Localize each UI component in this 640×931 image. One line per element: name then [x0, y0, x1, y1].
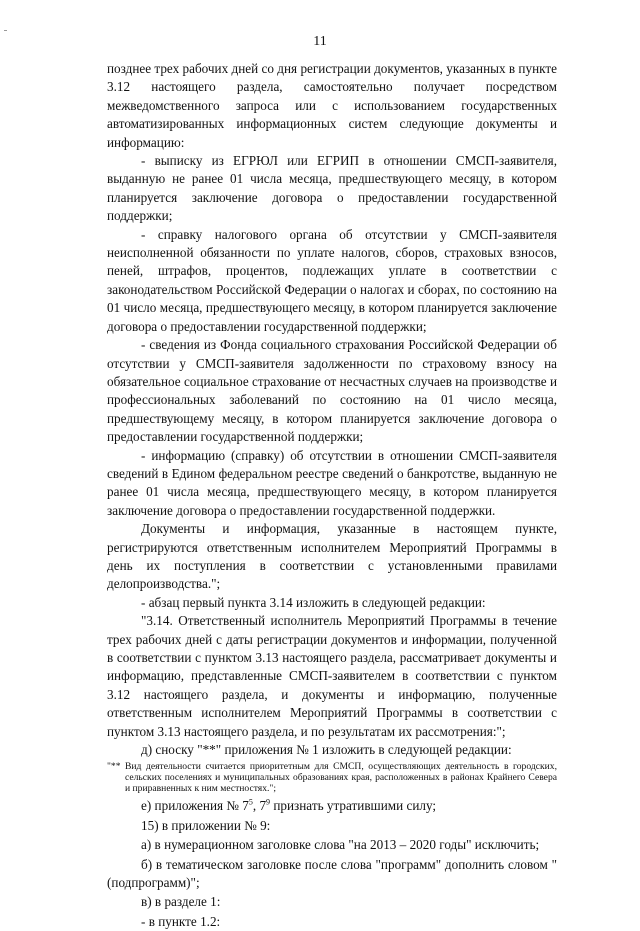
paragraph-3-14-text: "3.14. Ответственный исполнитель Мероприятий Программы в течение трех рабочих дней с даты регистрации документов и информации, полученной в соответствии с пунктом 3.13 настоящего раздела, рассматривает документы и информацию, представленные СМСП-заявителем в соответствии с пунктом 3.12 настоящего раздела, и документы и информацию, полученные ответственным исполнителем Мероприятий Программы в соответствии с пунктом 3.13 настоящего раздела, и по результатам их рассмотрения:"; — [107, 613, 557, 739]
item-e-suffix: признать утратившими силу; — [270, 798, 437, 814]
paragraph-bankruptcy: - информацию (справку) об отсутствии в отношении СМСП-заявителя сведений в Едином федеральном реестре сведений о банкротстве, выданную не ранее 01 числа месяца, предшествующего месяцу, в котором планируется заключение договора о предоставлении государственной поддержки. — [107, 447, 557, 518]
scan-artifact — [4, 30, 7, 31]
document-body — [107, 60, 557, 931]
paragraph-item-b: б) в тематическом заголовке после слова "программ" дополнить словом "(подпрограмм)"; — [107, 856, 557, 891]
item-e-sup-2: 9 — [266, 798, 271, 808]
paragraph-amend-3-14: - абзац первый пункта 3.14 изложить в следующей редакции: — [141, 594, 486, 610]
footnote-mark: "** — [107, 761, 121, 773]
paragraph-footnote-amend: д) сноску "**" приложения № 1 изложить в следующей редакции: — [141, 742, 512, 758]
footnote-text: Вид деятельности считается приоритетным для СМСП, осуществляющих деятельность в городских, сельских поселениях и муниципальных образованиях края, расположенных в районах Крайнего Севера и приравненных к ним местностях."; — [125, 761, 557, 795]
item-e-prefix: е) приложения № 7 — [141, 798, 249, 814]
paragraph-tax-certificate: - справку налогового органа об отсутствии у СМСП-заявителя неисполненной обязанности по уплате налогов, сборов, страховых взносов, пеней, штрафов, процентов, подлежащих уплате в соответствии с законодательством Российской Федерации о налогах и сборах, по состоянию на 01 число месяца, предшествующего месяцу, в котором планируется заключение договора о предоставлении государственной поддержки; — [107, 226, 557, 334]
paragraph-intro: позднее трех рабочих дней со дня регистрации документов, указанных в пункте 3.12 настоящего раздела, самостоятельно получает посредством межведомственного запроса или с использованием государственных автоматизированных информационных систем следующие документы и информацию: — [107, 61, 557, 150]
paragraph-social-insurance: - сведения из Фонда социального страхования Российской Федерации об отсутствии у СМСП-заявителя задолженности по страховому взносу на обязательное социальное страхование от несчастных случаев на производстве и профессиональных заболеваний по состоянию на 01 число месяца, предшествующему месяцу, в котором планируется заключение договора о предоставлении государственной поддержки; — [107, 337, 557, 445]
paragraph-item-15: 15) в приложении № 9: — [141, 817, 271, 833]
paragraph-item-e — [107, 797, 557, 815]
page-number: 11 — [313, 34, 327, 49]
paragraph-item-v: в) в разделе 1: — [141, 894, 221, 910]
paragraph-egrul: - выписку из ЕГРЮЛ или ЕГРИП в отношении СМСП-заявителя, выданную не ранее 01 числа месяца, предшествующего месяцу, в котором планируется заключение договора о предоставлении государственной поддержки; — [107, 153, 557, 224]
paragraph-point-1-2: - в пункте 1.2: — [141, 913, 221, 929]
paragraph-registration: Документы и информация, указанные в настоящем пункте, регистрируются ответственным исполнителем Мероприятий Программы в день их поступления в соответствии с установленными правилами делопроизводства."; — [107, 521, 557, 592]
paragraph-item-a: а) в нумерационном заголовке слова "на 2013 – 2020 годы" исключить; — [141, 837, 540, 853]
footnote — [107, 761, 557, 794]
item-e-middle: , 7 — [252, 798, 267, 814]
item-e-sup-1: 5 — [248, 798, 253, 808]
